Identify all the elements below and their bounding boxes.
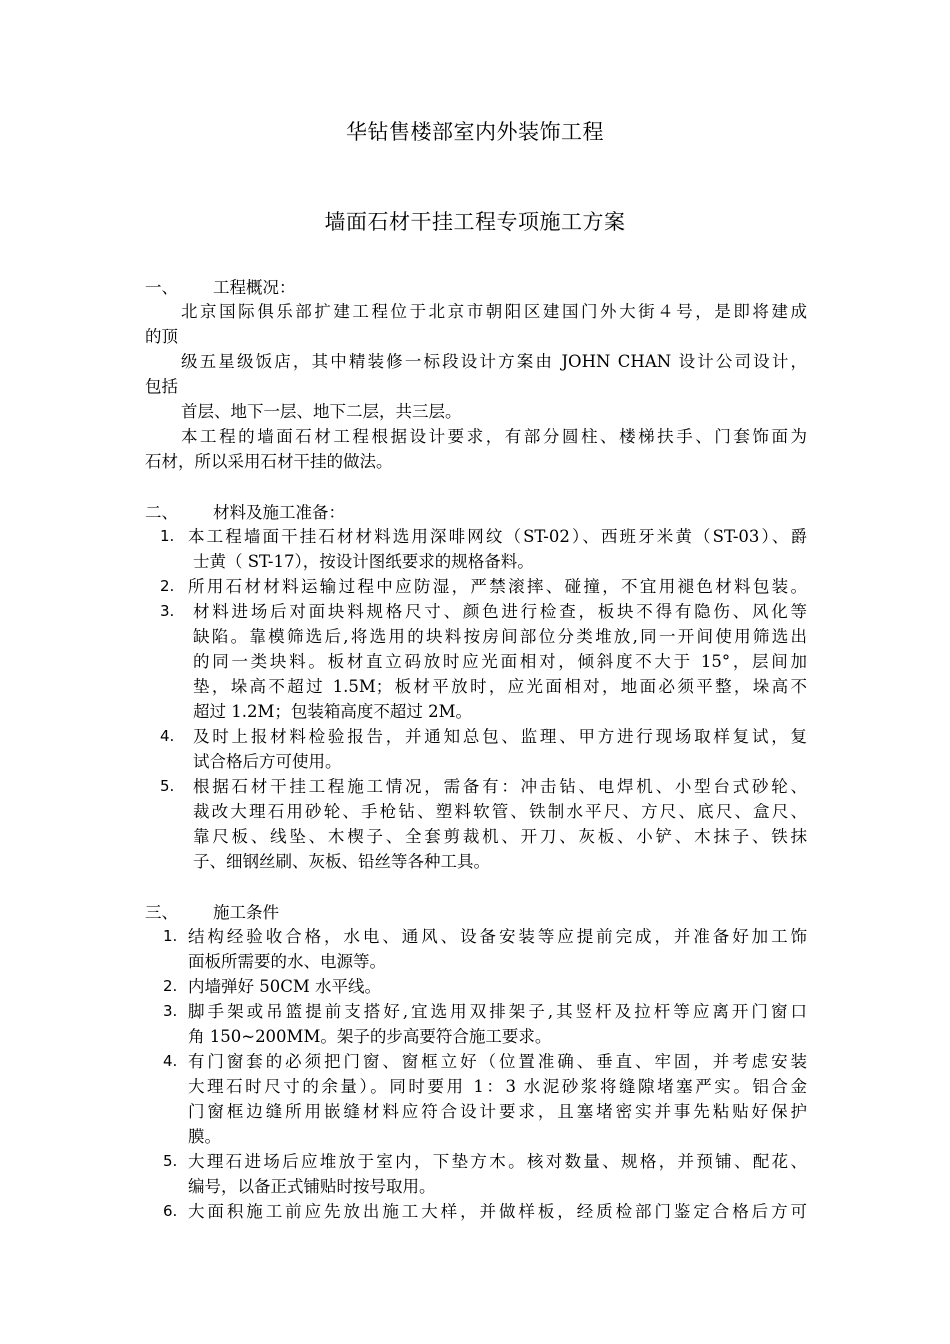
section-2-number: 二、 bbox=[145, 503, 178, 522]
list-item-number: 2. bbox=[163, 977, 178, 995]
project-title: 华钻售楼部室内外装饰工程 bbox=[346, 120, 604, 144]
list-item-line: 士黄（ ST-17），按设计图纸要求的规格备料。 bbox=[193, 552, 534, 571]
list-item-line: 编号，以备正式铺贴时按号取用。 bbox=[188, 1177, 436, 1196]
list-item-line: 根据石材干挂工程施工情况，需备有：冲击钻、电焊机、小型台式砂轮、 bbox=[193, 777, 807, 796]
list-item-number: 4. bbox=[160, 727, 175, 745]
section-1-line: 的顶 bbox=[145, 327, 178, 346]
list-item-number: 2. bbox=[160, 577, 175, 595]
list-item-line: 角 150~200MM。架子的步高要符合施工要求。 bbox=[188, 1027, 552, 1046]
list-item-line: 垫，垛高不超过 1.5M；板材平放时，应光面相对，地面必须平整，垛高不 bbox=[193, 677, 807, 696]
section-3-number: 三、 bbox=[145, 903, 178, 922]
list-item-line: 膜。 bbox=[188, 1127, 221, 1146]
list-item-line: 所用石材材料运输过程中应防湿，严禁滚摔、碰撞，不宜用褪色材料包装。 bbox=[188, 577, 807, 596]
list-item-number: 4. bbox=[163, 1052, 178, 1070]
section-1-heading: 工程概况： bbox=[213, 278, 296, 297]
list-item-line: 子、细钢丝刷、灰板、铅丝等各种工具。 bbox=[193, 852, 490, 871]
section-1-line: 石材，所以采用石材干挂的做法。 bbox=[145, 452, 393, 471]
list-item-line: 门窗框边缝所用嵌缝材料应符合设计要求，且塞堵密实并事先粘贴好保护 bbox=[188, 1102, 807, 1121]
scheme-title: 墙面石材干挂工程专项施工方案 bbox=[324, 210, 626, 234]
section-3-heading: 施工条件 bbox=[213, 903, 279, 922]
list-item-line: 脚手架或吊篮提前支搭好,宜选用双排架子,其竖杆及拉杆等应离开门窗口 bbox=[188, 1002, 807, 1021]
list-item-line: 大理石进场后应堆放于室内，下垫方木。核对数量、规格，并预铺、配花、 bbox=[188, 1152, 807, 1171]
list-item-line: 大面积施工前应先放出施工大样，并做样板，经质检部门鉴定合格后方可 bbox=[188, 1202, 807, 1221]
list-item-line: 试合格后方可使用。 bbox=[193, 752, 342, 771]
list-item-line: 本工程墙面干挂石材材料选用深啡网纹（ST-02）、西班牙米黄（ST-03）、爵 bbox=[188, 527, 807, 546]
list-item-number: 1. bbox=[160, 527, 175, 545]
list-item-line: 材料进场后对面块料规格尺寸、颜色进行检查，板块不得有隐伤、风化等 bbox=[193, 602, 807, 621]
list-item-line: 结构经验收合格，水电、通风、设备安装等应提前完成，并准备好加工饰 bbox=[188, 927, 807, 946]
section-1-line: 北京国际俱乐部扩建工程位于北京市朝阳区建国门外大街４号，是即将建成 bbox=[181, 302, 807, 321]
list-item-number: 1. bbox=[163, 927, 178, 945]
section-1-line: 包括 bbox=[145, 377, 178, 396]
list-item-number: 6. bbox=[163, 1202, 178, 1220]
list-item-line: 靠尺板、线坠、木楔子、全套剪裁机、开刀、灰板、小铲、木抹子、铁抹 bbox=[193, 827, 807, 846]
list-item-line: 内墙弹好 50CM 水平线。 bbox=[188, 977, 382, 996]
list-item-line: 缺陷。靠模筛选后,将选用的块料按房间部位分类堆放,同一开间使用筛选出 bbox=[193, 627, 807, 646]
list-item-line: 及时上报材料检验报告，并通知总包、监理、甲方进行现场取样复试，复 bbox=[193, 727, 807, 746]
list-item-number: 3. bbox=[163, 1002, 178, 1020]
list-item-line: 的同一类块料。板材直立码放时应光面相对，倾斜度不大于 15°，层间加 bbox=[193, 652, 807, 671]
section-1-number: 一、 bbox=[145, 278, 178, 297]
list-item-line: 裁改大理石用砂轮、手枪钻、塑料软管、铁制水平尺、方尺、底尺、盒尺、 bbox=[193, 802, 807, 821]
section-1-line: 本工程的墙面石材工程根据设计要求，有部分圆柱、楼梯扶手、门套饰面为 bbox=[181, 427, 807, 446]
list-item-number: 3. bbox=[160, 602, 175, 620]
list-item-number: 5. bbox=[163, 1152, 178, 1170]
section-2-heading: 材料及施工准备： bbox=[213, 503, 345, 522]
list-item-line: 超过 1.2M；包装箱高度不超过 2M。 bbox=[193, 702, 473, 721]
list-item-number: 5. bbox=[160, 777, 175, 795]
list-item-line: 有门窗套的必须把门窗、窗框立好（位置准确、垂直、牢固，并考虑安装 bbox=[188, 1052, 807, 1071]
list-item-line: 面板所需要的水、电源等。 bbox=[188, 952, 386, 971]
section-1-line: 级五星级饭店，其中精装修一标段设计方案由 JOHN CHAN 设计公司设计， bbox=[181, 352, 807, 371]
section-1-line: 首层、地下一层、地下二层，共三层。 bbox=[181, 402, 462, 421]
list-item-line: 大理石时尺寸的余量）。同时要用 1：3 水泥砂浆将缝隙堵塞严实。铝合金 bbox=[188, 1077, 807, 1096]
